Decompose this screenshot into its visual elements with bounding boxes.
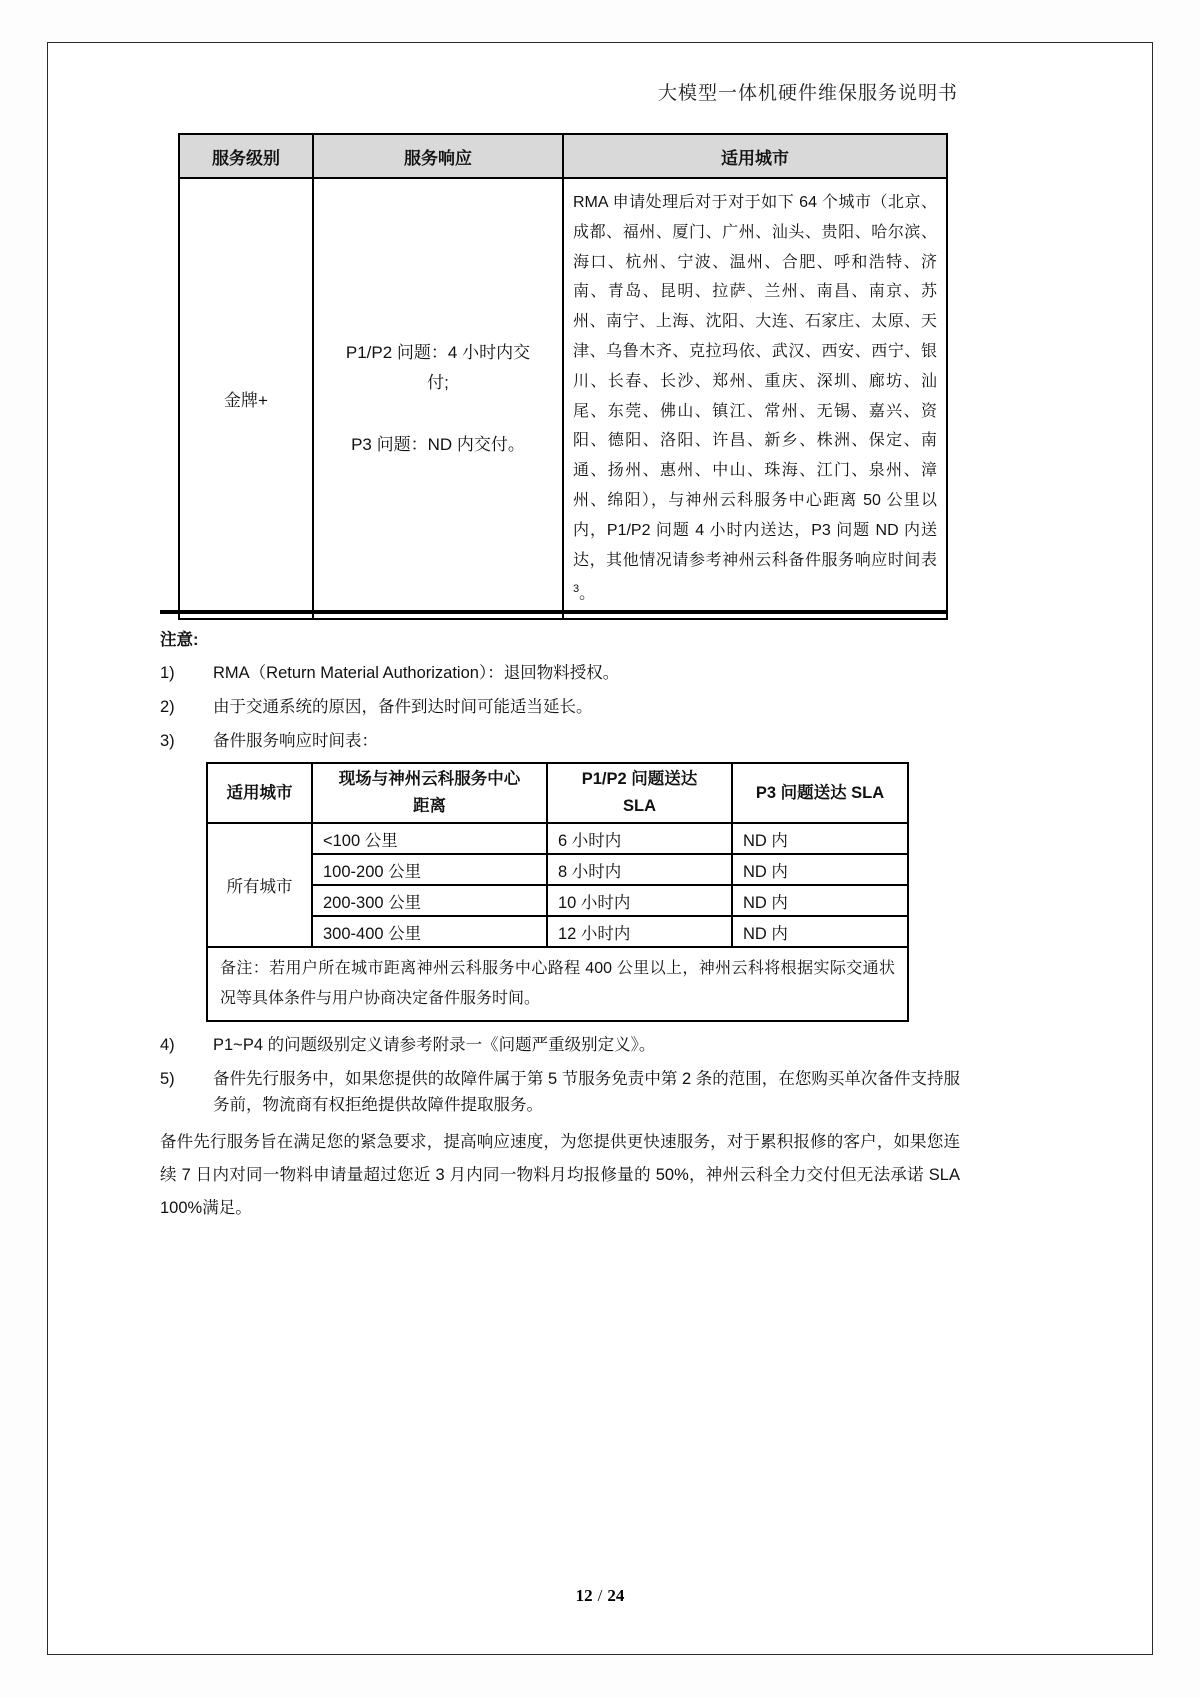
note-text: 备件先行服务中，如果您提供的故障件属于第 5 节服务免责中第 2 条的范围，在您购买单次备件支持服务前，物流商有权拒绝提供故障件提取服务。 xyxy=(213,1070,960,1114)
sla-p1p2-cell: 12 小时内 xyxy=(547,916,732,947)
document-header-title: 大模型一体机硬件维保服务说明书 xyxy=(657,83,958,104)
note-item-4 xyxy=(160,1032,960,1058)
note-text: P1~P4 的问题级别定义请参考附录一《问题严重级别定义》。 xyxy=(213,1036,656,1054)
sla-p1p2-cell: 8 小时内 xyxy=(547,854,732,885)
sla-header-p3-line: P3 问题送达 SLA xyxy=(755,783,885,802)
note-number: 5) xyxy=(160,1070,175,1088)
note-item-1 xyxy=(160,660,960,686)
sla-distance-cell: 100-200 公里 xyxy=(312,854,547,885)
sla-table-row-2 xyxy=(207,854,908,885)
sla-p3-cell: ND 内 xyxy=(732,885,908,916)
sla-p1p2-cell: 10 小时内 xyxy=(547,885,732,916)
footnote-reference: 3 xyxy=(573,583,580,596)
sla-header-city xyxy=(207,763,312,823)
cities-text: RMA 申请处理后对于对于如下 64 个城市（北京、成都、福州、厦门、广州、汕头、贵阳、哈尔滨、海口、杭州、宁波、温州、合肥、呼和浩特、济南、青岛、昆明、拉萨、兰州、南昌、南京、苏州、南宁、上海、沈阳、大连、石家庄、太原、天津、乌鲁木齐、克拉玛依、武汉、西安、西宁、银川、长春、长沙、郑州、重庆、深圳、廊坊、汕尾、东莞、佛山、镇江、常州、无锡、嘉兴、资阳、德阳、洛阳、许昌、新乡、株洲、保定、南通、扬州、惠州、中山、珠海、江门、泉州、漳州、绵阳），与神州云科服务中心距离 50 公里以内，P1/P2 问题 4 小时内送达，P3 问题 ND 内送达，其他情况请参考神州云科备件服务响应时间表 xyxy=(573,194,937,569)
service-table-row xyxy=(179,178,947,619)
sla-p1p2-cell: 6 小时内 xyxy=(547,823,732,854)
sla-city-group-cell: 所有城市 xyxy=(207,823,312,947)
note-text: 备件服务响应时间表： xyxy=(213,732,378,750)
service-level-table xyxy=(178,133,948,620)
service-table-header-level: 服务级别 xyxy=(179,134,313,178)
response-line-p3: P3 问题：ND 内交付。 xyxy=(351,434,525,454)
page-number-separator: / xyxy=(597,1586,603,1605)
notes-section xyxy=(160,626,960,1225)
notes-heading: 注意: xyxy=(160,631,199,649)
note-item-2 xyxy=(160,694,960,720)
sla-header-p1p2 xyxy=(547,763,732,823)
note-number: 1) xyxy=(160,664,175,682)
sla-table-remark-row xyxy=(207,947,908,1021)
sla-header-distance-line1: 现场与神州云科服务中心 xyxy=(338,770,521,788)
service-table-header-response: 服务响应 xyxy=(313,134,563,178)
sla-header-p3 xyxy=(732,763,908,823)
sla-distance-cell: <100 公里 xyxy=(312,823,547,854)
applicable-cities-cell xyxy=(563,178,947,619)
service-table-header-cities: 适用城市 xyxy=(563,134,947,178)
sla-table-row-3 xyxy=(207,885,908,916)
section-divider-rule xyxy=(160,610,948,614)
sla-header-p1p2-line1: P1/P2 问题送达 xyxy=(581,770,698,788)
note-text: 由于交通系统的原因，备件到达时间可能适当延长。 xyxy=(213,698,593,716)
sla-table-row-1 xyxy=(207,823,908,854)
service-table-header-row xyxy=(179,134,947,178)
sla-header-distance-line2: 距离 xyxy=(413,797,446,815)
page-number-current: 12 xyxy=(575,1586,593,1605)
sla-p3-cell: ND 内 xyxy=(732,916,908,947)
service-level-cell: 金牌+ xyxy=(179,178,313,619)
sla-response-time-table xyxy=(206,762,909,1022)
sla-header-city-line: 适用城市 xyxy=(226,783,293,802)
note-item-3 xyxy=(160,728,960,754)
sla-header-distance xyxy=(312,763,547,823)
sla-p3-cell: ND 内 xyxy=(732,854,908,885)
response-line-p1p2: P1/P2 问题：4 小时内交付; xyxy=(345,342,531,392)
sla-remark-cell: 备注：若用户所在城市距离神州云科服务中心路程 400 公里以上，神州云科将根据实际交通状况等具体条件与用户协商决定备件服务时间。 xyxy=(207,947,908,1021)
note-text: RMA（Return Material Authorization）：退回物料授权。 xyxy=(213,664,620,682)
service-response-cell xyxy=(313,178,563,619)
closing-paragraph: 备件先行服务旨在满足您的紧急要求，提高响应速度，为您提供更快速服务，对于累积报修的客户，如果您连续 7 日内对同一物料申请量超过您近 3 月内同一物料月均报修量的 50%，神州云科全力交付但无法承诺 SLA 100%满足。 xyxy=(160,1133,960,1217)
sla-p3-cell: ND 内 xyxy=(732,823,908,854)
note-item-5 xyxy=(160,1066,960,1118)
note-number: 2) xyxy=(160,698,175,716)
cities-text-tail: 。 xyxy=(579,585,596,603)
page-number-total: 24 xyxy=(607,1586,625,1605)
sla-distance-cell: 200-300 公里 xyxy=(312,885,547,916)
page-number xyxy=(0,1586,1200,1606)
note-number: 4) xyxy=(160,1036,175,1054)
note-number: 3) xyxy=(160,732,175,750)
sla-table-header-row xyxy=(207,763,908,823)
sla-table-row-4 xyxy=(207,916,908,947)
sla-distance-cell: 300-400 公里 xyxy=(312,916,547,947)
sla-header-p1p2-line2: SLA xyxy=(623,797,656,815)
